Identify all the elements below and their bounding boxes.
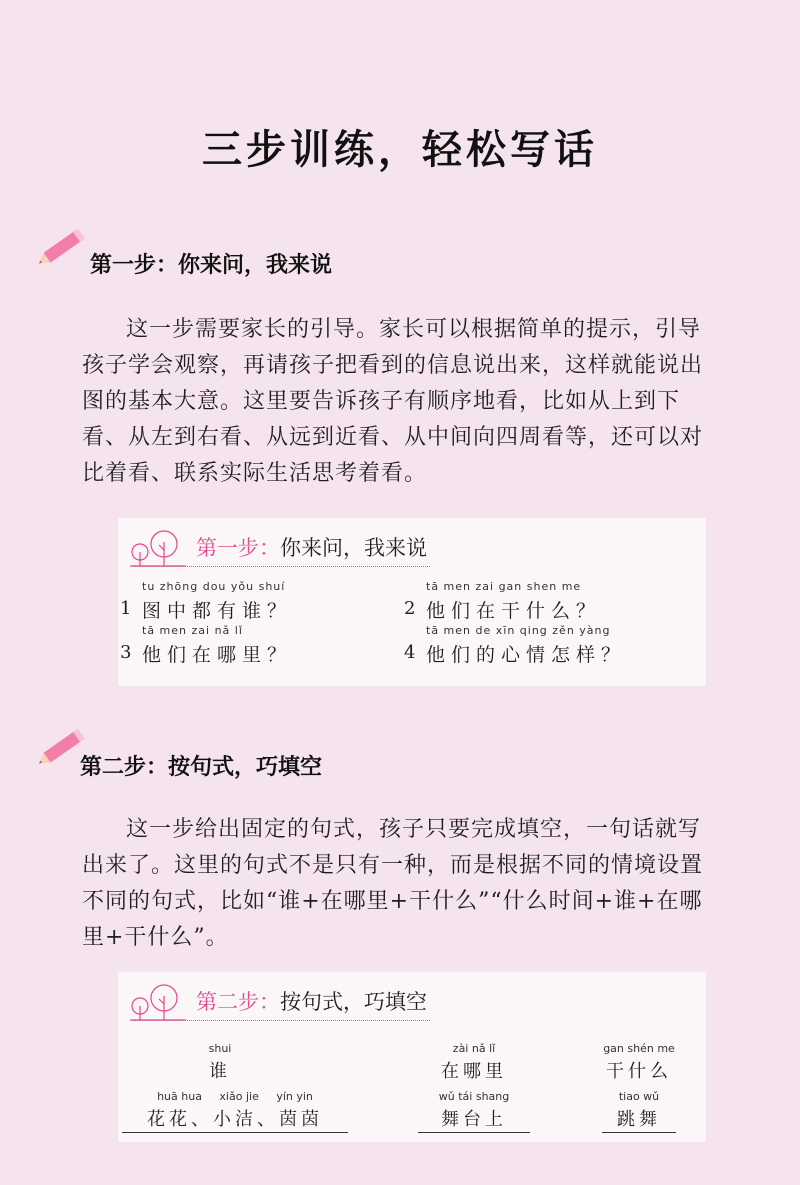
- pattern-pinyin: shui: [208, 1042, 232, 1055]
- step2-paragraph: 这一步给出固定的句式，孩子只要完成填空，一句话就写出来了。这里的句式不是只有一种，而是根据不同的情境设置不同的句式，比如“谁+在哪里+干什么”“什么时间+谁+在哪里+干什么”。: [82, 817, 704, 950]
- question-number: 3: [120, 642, 132, 663]
- answer-pinyin: huā hua xiǎo jie yín yin: [157, 1090, 313, 1103]
- answer-text: 花花、小洁、茵茵: [122, 1105, 348, 1133]
- tree-icon: [126, 982, 190, 1022]
- step1-card: [118, 518, 706, 686]
- question-pinyin: tā men zai nǎ lǐ: [142, 624, 243, 637]
- step1-paragraph: 这一步需要家长的引导。家长可以根据简单的提示，引导孩子学会观察，再请孩子把看到的信息说出来，这样就能说出图的基本大意。这里要告诉孩子有顺序地看，比如从上到下看、从左到右看、从远到近看、从中间向四周看等，还可以对比着看、联系实际生活思考着看。: [82, 317, 704, 486]
- question-text: 图中都有谁？: [142, 600, 293, 622]
- question-text: 他们的心情怎样？: [426, 644, 627, 666]
- pattern-pinyin: zài nǎ lǐ: [452, 1042, 496, 1055]
- pencil-icon: [36, 222, 92, 272]
- card-title-text: 你来问，我来说: [280, 536, 427, 560]
- pattern-text: 谁: [209, 1061, 231, 1082]
- pattern-text: 在哪里: [441, 1061, 507, 1082]
- step1-heading: 第一步：你来问，我来说: [90, 253, 333, 278]
- pattern-pinyin: gan shén me: [603, 1042, 675, 1055]
- card-title: [196, 986, 427, 1016]
- step2-card: [118, 972, 706, 1142]
- question-number: 1: [120, 598, 132, 619]
- question-pinyin: tā men de xīn qing zěn yàng: [426, 624, 611, 637]
- question-pinyin: tu zhōng dou yǒu shuí: [142, 580, 286, 593]
- step2-heading: 第二步：按句式，巧填空: [80, 755, 323, 780]
- page-title: 三步训练，轻松写话: [202, 127, 598, 173]
- answer-text: 跳舞: [602, 1105, 676, 1133]
- answer-what: [602, 1090, 676, 1133]
- pattern-text: 干什么: [606, 1061, 672, 1082]
- answer-where: [418, 1090, 530, 1133]
- answer-pinyin: tiao wǔ: [618, 1090, 660, 1103]
- question-number: 4: [404, 642, 416, 663]
- pattern-who: [160, 1042, 280, 1083]
- question-text: 他们在干什么？: [426, 600, 602, 622]
- answer-text: 舞台上: [418, 1105, 530, 1133]
- tree-icon: [126, 528, 190, 568]
- answer-pinyin: wǔ tái shang: [438, 1090, 510, 1103]
- pattern-what: [584, 1042, 694, 1083]
- card-step-label: 第一步：: [196, 536, 280, 560]
- question-pinyin: tā men zai gan shen me: [426, 580, 582, 593]
- question-text: 他们在哪里？: [142, 644, 293, 666]
- question-number: 2: [404, 598, 416, 619]
- answer-who: [122, 1090, 348, 1133]
- card-step-label: 第二步：: [196, 990, 280, 1014]
- dotted-divider: [134, 566, 430, 567]
- dotted-divider: [134, 1020, 430, 1021]
- card-title: [196, 532, 427, 562]
- card-title-text: 按句式，巧填空: [280, 990, 427, 1014]
- pattern-where: [414, 1042, 534, 1083]
